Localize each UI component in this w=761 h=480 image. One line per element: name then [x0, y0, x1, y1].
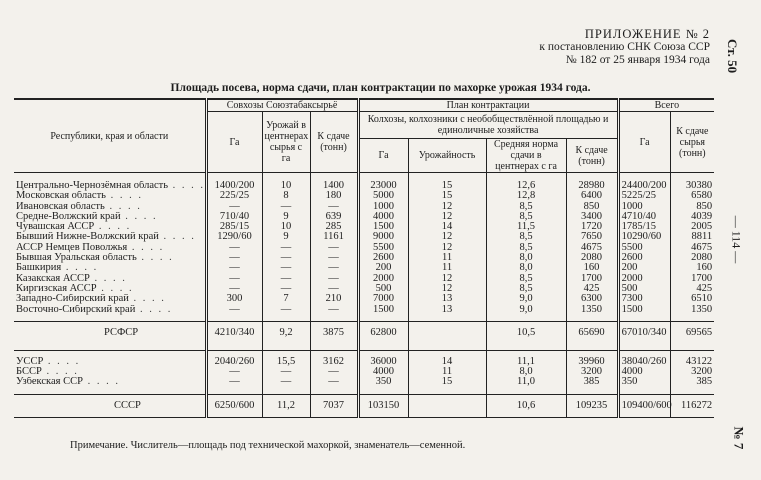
cell-k-norm: 9,0: [486, 294, 566, 304]
cell-t-ga: 109400/600: [618, 394, 670, 417]
cell-k-yield: 14: [408, 222, 486, 232]
cell-s-ga: 4210/340: [206, 321, 262, 344]
cell-t-ga: 500: [618, 284, 670, 294]
cell-k-yield: 12: [408, 232, 486, 242]
cell-k-del: 28980: [566, 181, 618, 191]
region-name: УССР . . . .: [16, 356, 81, 367]
table-row: [14, 305, 714, 315]
cell-t-del: 385: [670, 377, 714, 387]
cell-s-yield: 11,2: [262, 394, 310, 417]
col-k-delivery: К сдаче (тонн): [566, 139, 618, 173]
col-sov-yield: Урожай в центнерах сырья с га: [262, 112, 310, 173]
region-label: СССР: [114, 400, 141, 412]
cell-k-del: 109235: [566, 394, 618, 417]
table-row: [14, 263, 714, 273]
region-name: БССР . . . .: [16, 367, 79, 378]
region-name: Средне-Волжский край . . . .: [16, 211, 158, 222]
region-name: Казакская АССР . . . .: [16, 273, 127, 284]
cell-t-ga: 2000: [618, 274, 670, 284]
cell-t-del: 8811: [670, 232, 714, 242]
col-region: Республики, края и области: [14, 99, 206, 173]
region-label: Башкирия: [16, 263, 62, 274]
cell-s-yield: —: [262, 253, 310, 263]
region-label: Центрально-Чернозёмная область: [16, 181, 169, 191]
col-sov-ga: Га: [206, 112, 262, 173]
table-row: [14, 377, 714, 387]
cell-s-ga: 285/15: [206, 222, 262, 232]
cell-t-del: 1700: [670, 274, 714, 284]
table-row: [14, 222, 714, 232]
cell-k-norm: 11,1: [486, 357, 566, 367]
cell-k-ga: 23000: [358, 181, 408, 191]
cell-s-yield: —: [262, 263, 310, 273]
spacer-cell: [14, 173, 206, 182]
cell-k-del: 385: [566, 377, 618, 387]
cell-t-del: 69565: [670, 321, 714, 344]
cell-k-yield: [408, 321, 486, 344]
cell-k-yield: 11: [408, 253, 486, 263]
table-row: [14, 357, 714, 367]
region-label: Киргизская АССР: [16, 283, 97, 294]
cell-s-ga: —: [206, 377, 262, 387]
cell-t-ga: 4710/40: [618, 212, 670, 222]
cell-t-del: 2005: [670, 222, 714, 232]
region-name: Узбекская ССР . . . .: [16, 377, 120, 388]
cell-s-del: —: [310, 243, 358, 253]
table-row: [14, 284, 714, 294]
cell-k-norm: 12,6: [486, 181, 566, 191]
cell-s-del: 639: [310, 212, 358, 222]
cell-t-ga: 38040/260: [618, 357, 670, 367]
cell-k-ga: 2000: [358, 274, 408, 284]
col-total: Всего: [618, 99, 714, 112]
cell-k-ga: 103150: [358, 394, 408, 417]
cell-t-ga: 1785/15: [618, 222, 670, 232]
cell-k-norm: 8,0: [486, 253, 566, 263]
cell-s-ga: —: [206, 284, 262, 294]
cell-s-del: 7037: [310, 394, 358, 417]
cell-k-yield: [408, 394, 486, 417]
appendix-header: [470, 28, 710, 67]
region-name: Западно-Сибирский край . . . .: [16, 294, 166, 305]
cell-s-del: 1161: [310, 232, 358, 242]
cell-k-norm: 8,5: [486, 284, 566, 294]
cell-t-ga: 7300: [618, 294, 670, 304]
cell-t-ga: 2600: [618, 253, 670, 263]
cell-s-yield: —: [262, 367, 310, 377]
cell-s-del: 3162: [310, 357, 358, 367]
cell-k-del: 1720: [566, 222, 618, 232]
cell-k-yield: 12: [408, 202, 486, 212]
appendix-title: ПРИЛОЖЕНИЕ № 2: [584, 27, 710, 41]
cell-t-del: 43122: [670, 357, 714, 367]
cell-s-del: —: [310, 263, 358, 273]
cell-s-del: 1400: [310, 181, 358, 191]
cell-s-ga: —: [206, 305, 262, 315]
table-title: Площадь посева, норма сдачи, план контрактации по махорке урожая 1934 года.: [170, 82, 591, 94]
cell-s-ga: 1290/60: [206, 232, 262, 242]
cell-t-del: 160: [670, 263, 714, 273]
rsfsr-total-row: [14, 321, 714, 344]
cell-s-yield: —: [262, 305, 310, 315]
cell-s-yield: —: [262, 202, 310, 212]
cell-s-ga: —: [206, 274, 262, 284]
cell-k-ga: 36000: [358, 357, 408, 367]
cell-s-del: 3875: [310, 321, 358, 344]
cell-s-yield: 9: [262, 232, 310, 242]
cell-t-ga: 200: [618, 263, 670, 273]
cell-t-del: 6510: [670, 294, 714, 304]
cell-k-ga: 7000: [358, 294, 408, 304]
cell-k-ga: 500: [358, 284, 408, 294]
cell-t-ga: 1000: [618, 202, 670, 212]
cell-k-del: 3400: [566, 212, 618, 222]
cell-s-ga: 225/25: [206, 191, 262, 201]
cell-s-yield: —: [262, 284, 310, 294]
appendix-line-1: к постановлению СНК Союза ССР: [539, 41, 710, 53]
region-label: Ивановская область: [16, 201, 105, 212]
col-total-ga: Га: [618, 112, 670, 173]
cell-k-norm: 10,5: [486, 321, 566, 344]
region-label: Средне-Волжский край: [16, 211, 121, 222]
cell-t-ga: 4000: [618, 367, 670, 377]
region-name: Киргизская АССР . . . .: [16, 283, 134, 294]
region-label: Московская область: [16, 191, 106, 202]
cell-k-del: 6300: [566, 294, 618, 304]
cell-k-norm: 8,0: [486, 263, 566, 273]
region-label: УССР: [16, 356, 44, 367]
col-sov-delivery: К сдаче (тонн): [310, 112, 358, 173]
cell-k-del: 6400: [566, 191, 618, 201]
cell-s-yield: —: [262, 243, 310, 253]
cell-k-yield: 15: [408, 191, 486, 201]
cell-k-del: 1700: [566, 274, 618, 284]
region-name: Бывший Нижне-Волжский край . . . .: [16, 232, 196, 243]
cell-k-norm: 11,5: [486, 222, 566, 232]
cell-t-del: 3200: [670, 367, 714, 377]
cell-s-yield: —: [262, 274, 310, 284]
region-name: Центрально-Чернозёмная область . . . .: [16, 181, 206, 191]
spacer-row: [14, 173, 714, 182]
cell-t-ga: 10290/60: [618, 232, 670, 242]
cell-t-ga: 5225/25: [618, 191, 670, 201]
side-issue-number: № 7: [731, 426, 747, 450]
cell-k-ga: 200: [358, 263, 408, 273]
region-name: АССР Немцев Поволжья . . . .: [16, 242, 165, 253]
region-name: Восточно-Сибирский край . . . .: [16, 304, 173, 315]
cell-k-ga: 4000: [358, 367, 408, 377]
cell-k-norm: 12,8: [486, 191, 566, 201]
cell-k-norm: 8,5: [486, 243, 566, 253]
table-row: [14, 232, 714, 242]
cell-s-del: —: [310, 377, 358, 387]
cell-s-del: —: [310, 202, 358, 212]
cell-t-ga: 350: [618, 377, 670, 387]
cell-s-ga: —: [206, 243, 262, 253]
region-label: БССР: [16, 367, 42, 378]
cell-s-del: —: [310, 274, 358, 284]
cell-k-ga: 2600: [358, 253, 408, 263]
region-name: Чувашская АССР . . . .: [16, 222, 132, 233]
cell-k-ga: 5500: [358, 243, 408, 253]
cell-s-ga: —: [206, 263, 262, 273]
cell-k-norm: 10,6: [486, 394, 566, 417]
cell-t-del: 850: [670, 202, 714, 212]
cell-k-del: 65690: [566, 321, 618, 344]
cell-k-del: 4675: [566, 243, 618, 253]
cell-k-del: 7650: [566, 232, 618, 242]
cell-s-del: 285: [310, 222, 358, 232]
cell-k-norm: 11,0: [486, 377, 566, 387]
col-kolkhozy: Колхозы, колхозники с необобществлённой площадью и единоличные хозяйства: [358, 112, 618, 139]
cell-k-yield: 12: [408, 284, 486, 294]
footnote: Примечание. Числитель—площадь под технической махоркой, знаменатель—семенной.: [70, 440, 466, 451]
cell-k-del: 2080: [566, 253, 618, 263]
cell-s-yield: 10: [262, 181, 310, 191]
table-row: [14, 243, 714, 253]
col-sovkhozy: Совхозы Союзтабаксырьё: [206, 99, 358, 112]
cell-s-yield: 10: [262, 222, 310, 232]
side-page-number: — 114 —: [729, 215, 744, 264]
region-name: [14, 394, 206, 417]
region-label: Казакская АССР: [16, 273, 90, 284]
cell-t-del: 425: [670, 284, 714, 294]
cell-t-ga: 1500: [618, 305, 670, 315]
cell-k-ga: 4000: [358, 212, 408, 222]
cell-t-ga: 5500: [618, 243, 670, 253]
cell-k-yield: 12: [408, 243, 486, 253]
cell-t-del: 1350: [670, 305, 714, 315]
cell-k-norm: 8,0: [486, 367, 566, 377]
cell-k-yield: 13: [408, 294, 486, 304]
cell-s-del: —: [310, 305, 358, 315]
region-label: Узбекская ССР: [16, 377, 83, 388]
appendix-line-2: № 182 от 25 января 1934 года: [565, 54, 710, 66]
cell-k-yield: 15: [408, 377, 486, 387]
cell-k-norm: 8,5: [486, 202, 566, 212]
cell-k-ga: 350: [358, 377, 408, 387]
cell-s-del: —: [310, 284, 358, 294]
cell-k-del: 850: [566, 202, 618, 212]
cell-s-yield: 8: [262, 191, 310, 201]
cell-s-del: —: [310, 367, 358, 377]
cell-s-ga: 710/40: [206, 212, 262, 222]
cell-t-del: 4039: [670, 212, 714, 222]
cell-k-del: 39960: [566, 357, 618, 367]
cell-k-yield: 11: [408, 367, 486, 377]
region-label: Чувашская АССР: [16, 222, 95, 233]
table-row: [14, 294, 714, 304]
cell-s-yield: 15,5: [262, 357, 310, 367]
col-k-ga: Га: [358, 139, 408, 173]
cell-k-ga: 9000: [358, 232, 408, 242]
cell-s-ga: —: [206, 367, 262, 377]
region-name: [14, 321, 206, 344]
cell-k-del: 160: [566, 263, 618, 273]
region-name: Московская область . . . .: [16, 191, 143, 202]
cell-t-ga: 24400/200: [618, 181, 670, 191]
cell-k-yield: 12: [408, 274, 486, 284]
cell-k-yield: 11: [408, 263, 486, 273]
cell-s-ga: —: [206, 253, 262, 263]
cell-s-ga: 2040/260: [206, 357, 262, 367]
col-k-norm: Средняя норма сдачи в центнерах с га: [486, 139, 566, 173]
cell-t-del: 116272: [670, 394, 714, 417]
cell-s-yield: 9,2: [262, 321, 310, 344]
cell-k-norm: 8,5: [486, 232, 566, 242]
table-body: [14, 173, 714, 418]
cell-k-norm: 8,5: [486, 274, 566, 284]
side-page-ref: Ст. 50: [725, 38, 741, 74]
cell-k-del: 3200: [566, 367, 618, 377]
table-row: [14, 202, 714, 212]
cell-s-del: 180: [310, 191, 358, 201]
table-row: [14, 274, 714, 284]
region-name: Ивановская область . . . .: [16, 201, 142, 212]
cell-k-yield: 12: [408, 212, 486, 222]
cell-k-ga: 5000: [358, 191, 408, 201]
cell-s-yield: —: [262, 377, 310, 387]
cell-s-ga: 300: [206, 294, 262, 304]
cell-t-del: 4675: [670, 243, 714, 253]
cell-t-del: 6580: [670, 191, 714, 201]
cell-k-yield: 13: [408, 305, 486, 315]
region-label: Западно-Сибирский край: [16, 294, 129, 305]
cell-k-norm: 9,0: [486, 305, 566, 315]
cell-t-del: 2080: [670, 253, 714, 263]
col-plan: План контрактации: [358, 99, 618, 112]
cell-k-yield: 15: [408, 181, 486, 191]
col-total-delivery: К сдаче сырья (тонн): [670, 112, 714, 173]
region-label: Восточно-Сибирский край: [16, 304, 136, 315]
table-row: [14, 212, 714, 222]
cell-s-ga: 1400/200: [206, 181, 262, 191]
cell-s-yield: 7: [262, 294, 310, 304]
cell-s-yield: 9: [262, 212, 310, 222]
contract-plan-table: [14, 98, 714, 418]
region-label: АССР Немцев Поволжья: [16, 242, 128, 253]
cell-k-yield: 14: [408, 357, 486, 367]
region-name: Бывшая Уральская область . . . .: [16, 253, 174, 264]
table-row: [14, 253, 714, 263]
cell-k-norm: 8,5: [486, 212, 566, 222]
region-label: Бывший Нижне-Волжский край: [16, 232, 159, 243]
cell-k-del: 1350: [566, 305, 618, 315]
cell-k-ga: 62800: [358, 321, 408, 344]
cell-s-ga: —: [206, 202, 262, 212]
table-row: [14, 191, 714, 201]
region-name: Башкирия . . . .: [16, 263, 99, 274]
col-k-yield: Урожайность: [408, 139, 486, 173]
cell-s-ga: 6250/600: [206, 394, 262, 417]
ussr-total-row: [14, 394, 714, 417]
cell-t-ga: 67010/340: [618, 321, 670, 344]
table-row: [14, 367, 714, 377]
region-label: Бывшая Уральская область: [16, 253, 137, 264]
cell-k-del: 425: [566, 284, 618, 294]
table-row: [14, 181, 714, 191]
cell-s-del: —: [310, 253, 358, 263]
cell-k-ga: 1500: [358, 222, 408, 232]
region-label: РСФСР: [104, 327, 139, 339]
cell-k-ga: 1000: [358, 202, 408, 212]
cell-s-del: 210: [310, 294, 358, 304]
cell-k-ga: 1500: [358, 305, 408, 315]
cell-t-del: 30380: [670, 181, 714, 191]
